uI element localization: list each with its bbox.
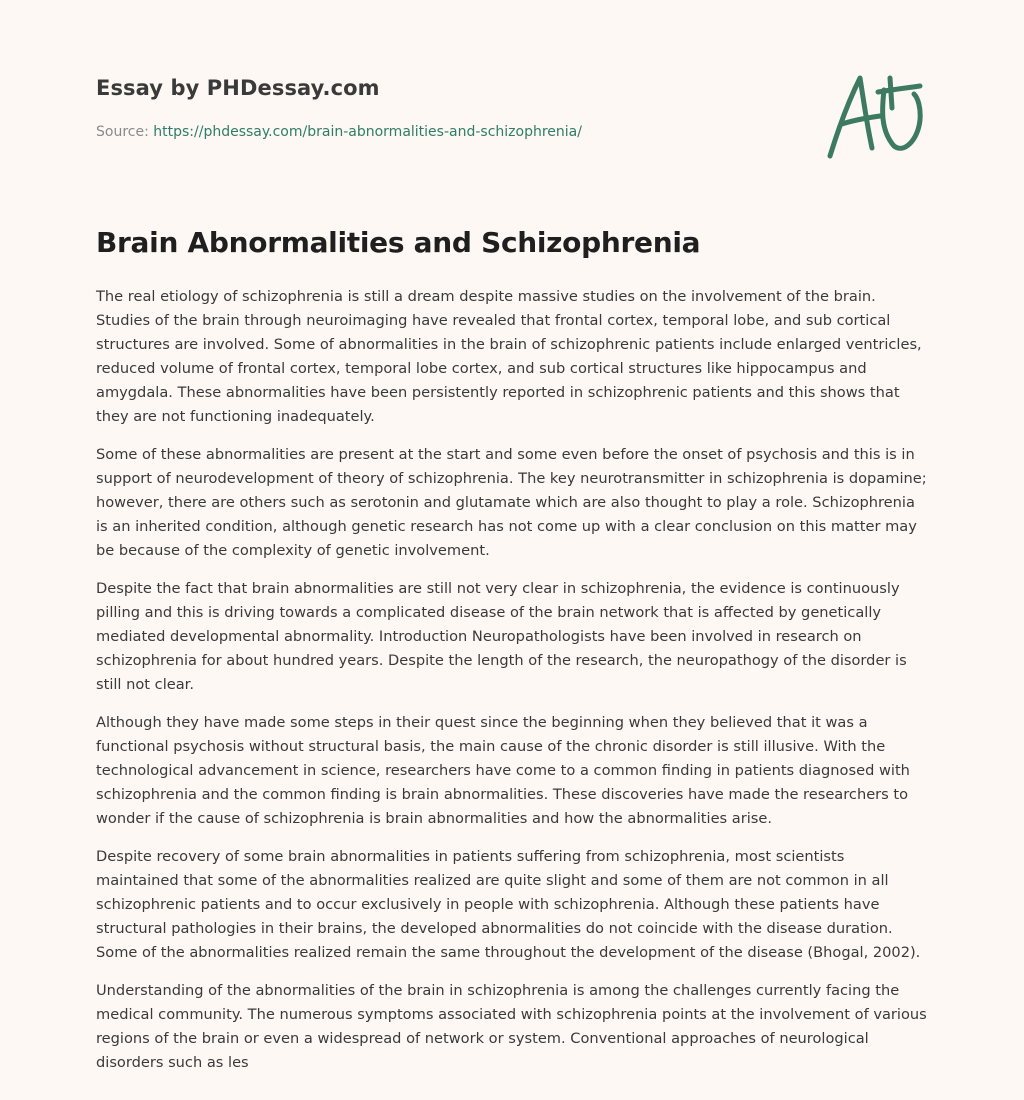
- source-line: [96, 124, 582, 140]
- essay-paragraph: Although they have made some steps in their quest since the beginning when they believed that it was a functional psychosis without structural basis, the main cause of the chronic disorder is still illusive. With the technological advancement in science, researchers have come to a common finding in patients diagnosed with schizophrenia and the common finding is brain abnormalities. These discoveries have made the researchers to wonder if the cause of schizophrenia is brain abnormalities and how the abnormalities arise.: [96, 714, 910, 827]
- essay-paragraph: Some of these abnormalities are present at the start and some even before the onset of psychosis and this is in support of neurodevelopment of theory of schizophrenia. The key neurotransmitter in schizophrenia is dopamine; however, there are others such as serotonin and glutamate which are also thought to play a role. Schizophrenia is an inherited condition, although genetic research has not come up with a clear conclusion on this matter may be because of the complexity of genetic involvement.: [96, 446, 927, 559]
- a-plus-grade-icon: [824, 68, 928, 164]
- source-link[interactable]: https://phdessay.com/brain-abnormalities-and-schizophrenia/: [153, 124, 582, 140]
- essay-paragraph: Despite recovery of some brain abnormalities in patients suffering from schizophrenia, most scientists maintained that some of the abnormalities realized are quite slight and some of them are not common in all schizophrenic patients and to occur exclusively in people with schizophrenia. Although these patients have structural pathologies in their brains, the developed abnormalities do not coincide with the disease duration. Some of the abnormalities realized remain the same throughout the development of the disease (Bhogal, 2002).: [96, 848, 921, 961]
- site-brand: Essay by PHDessay.com: [96, 76, 380, 100]
- essay-paragraph: Despite the fact that brain abnormalities are still not very clear in schizophrenia, the evidence is continuously pilling and this is driving towards a complicated disease of the brain network that is affected by genetically mediated developmental abnormality. Introduction Neuropathologists have been involved in research on schizophrenia for about hundred years. Despite the length of the research, the neuropathogy of the disorder is still not clear.: [96, 580, 907, 693]
- essay-title: Brain Abnormalities and Schizophrenia: [96, 226, 701, 259]
- essay-paragraph: The real etiology of schizophrenia is still a dream despite massive studies on the involvement of the brain. Studies of the brain through neuroimaging have revealed that frontal cortex, temporal lobe, and sub cortical structures are involved. Some of abnormalities in the brain of schizophrenic patients include enlarged ventricles, reduced volume of frontal cortex, temporal lobe cortex, and sub cortical structures like hippocampus and amygdala. These abnormalities have been persistently reported in schizophrenic patients and this shows that they are not functioning inadequately.: [96, 288, 922, 425]
- essay-paragraph: Understanding of the abnormalities of the brain in schizophrenia is among the challenges currently facing the medical community. The numerous symptoms associated with schizophrenia points at the involvement of various regions of the brain or even a widespread of network or system. Conventional approaches of neurological disorders such as les: [96, 982, 927, 1071]
- essay-body: [96, 285, 928, 1089]
- source-label: Source:: [96, 124, 154, 140]
